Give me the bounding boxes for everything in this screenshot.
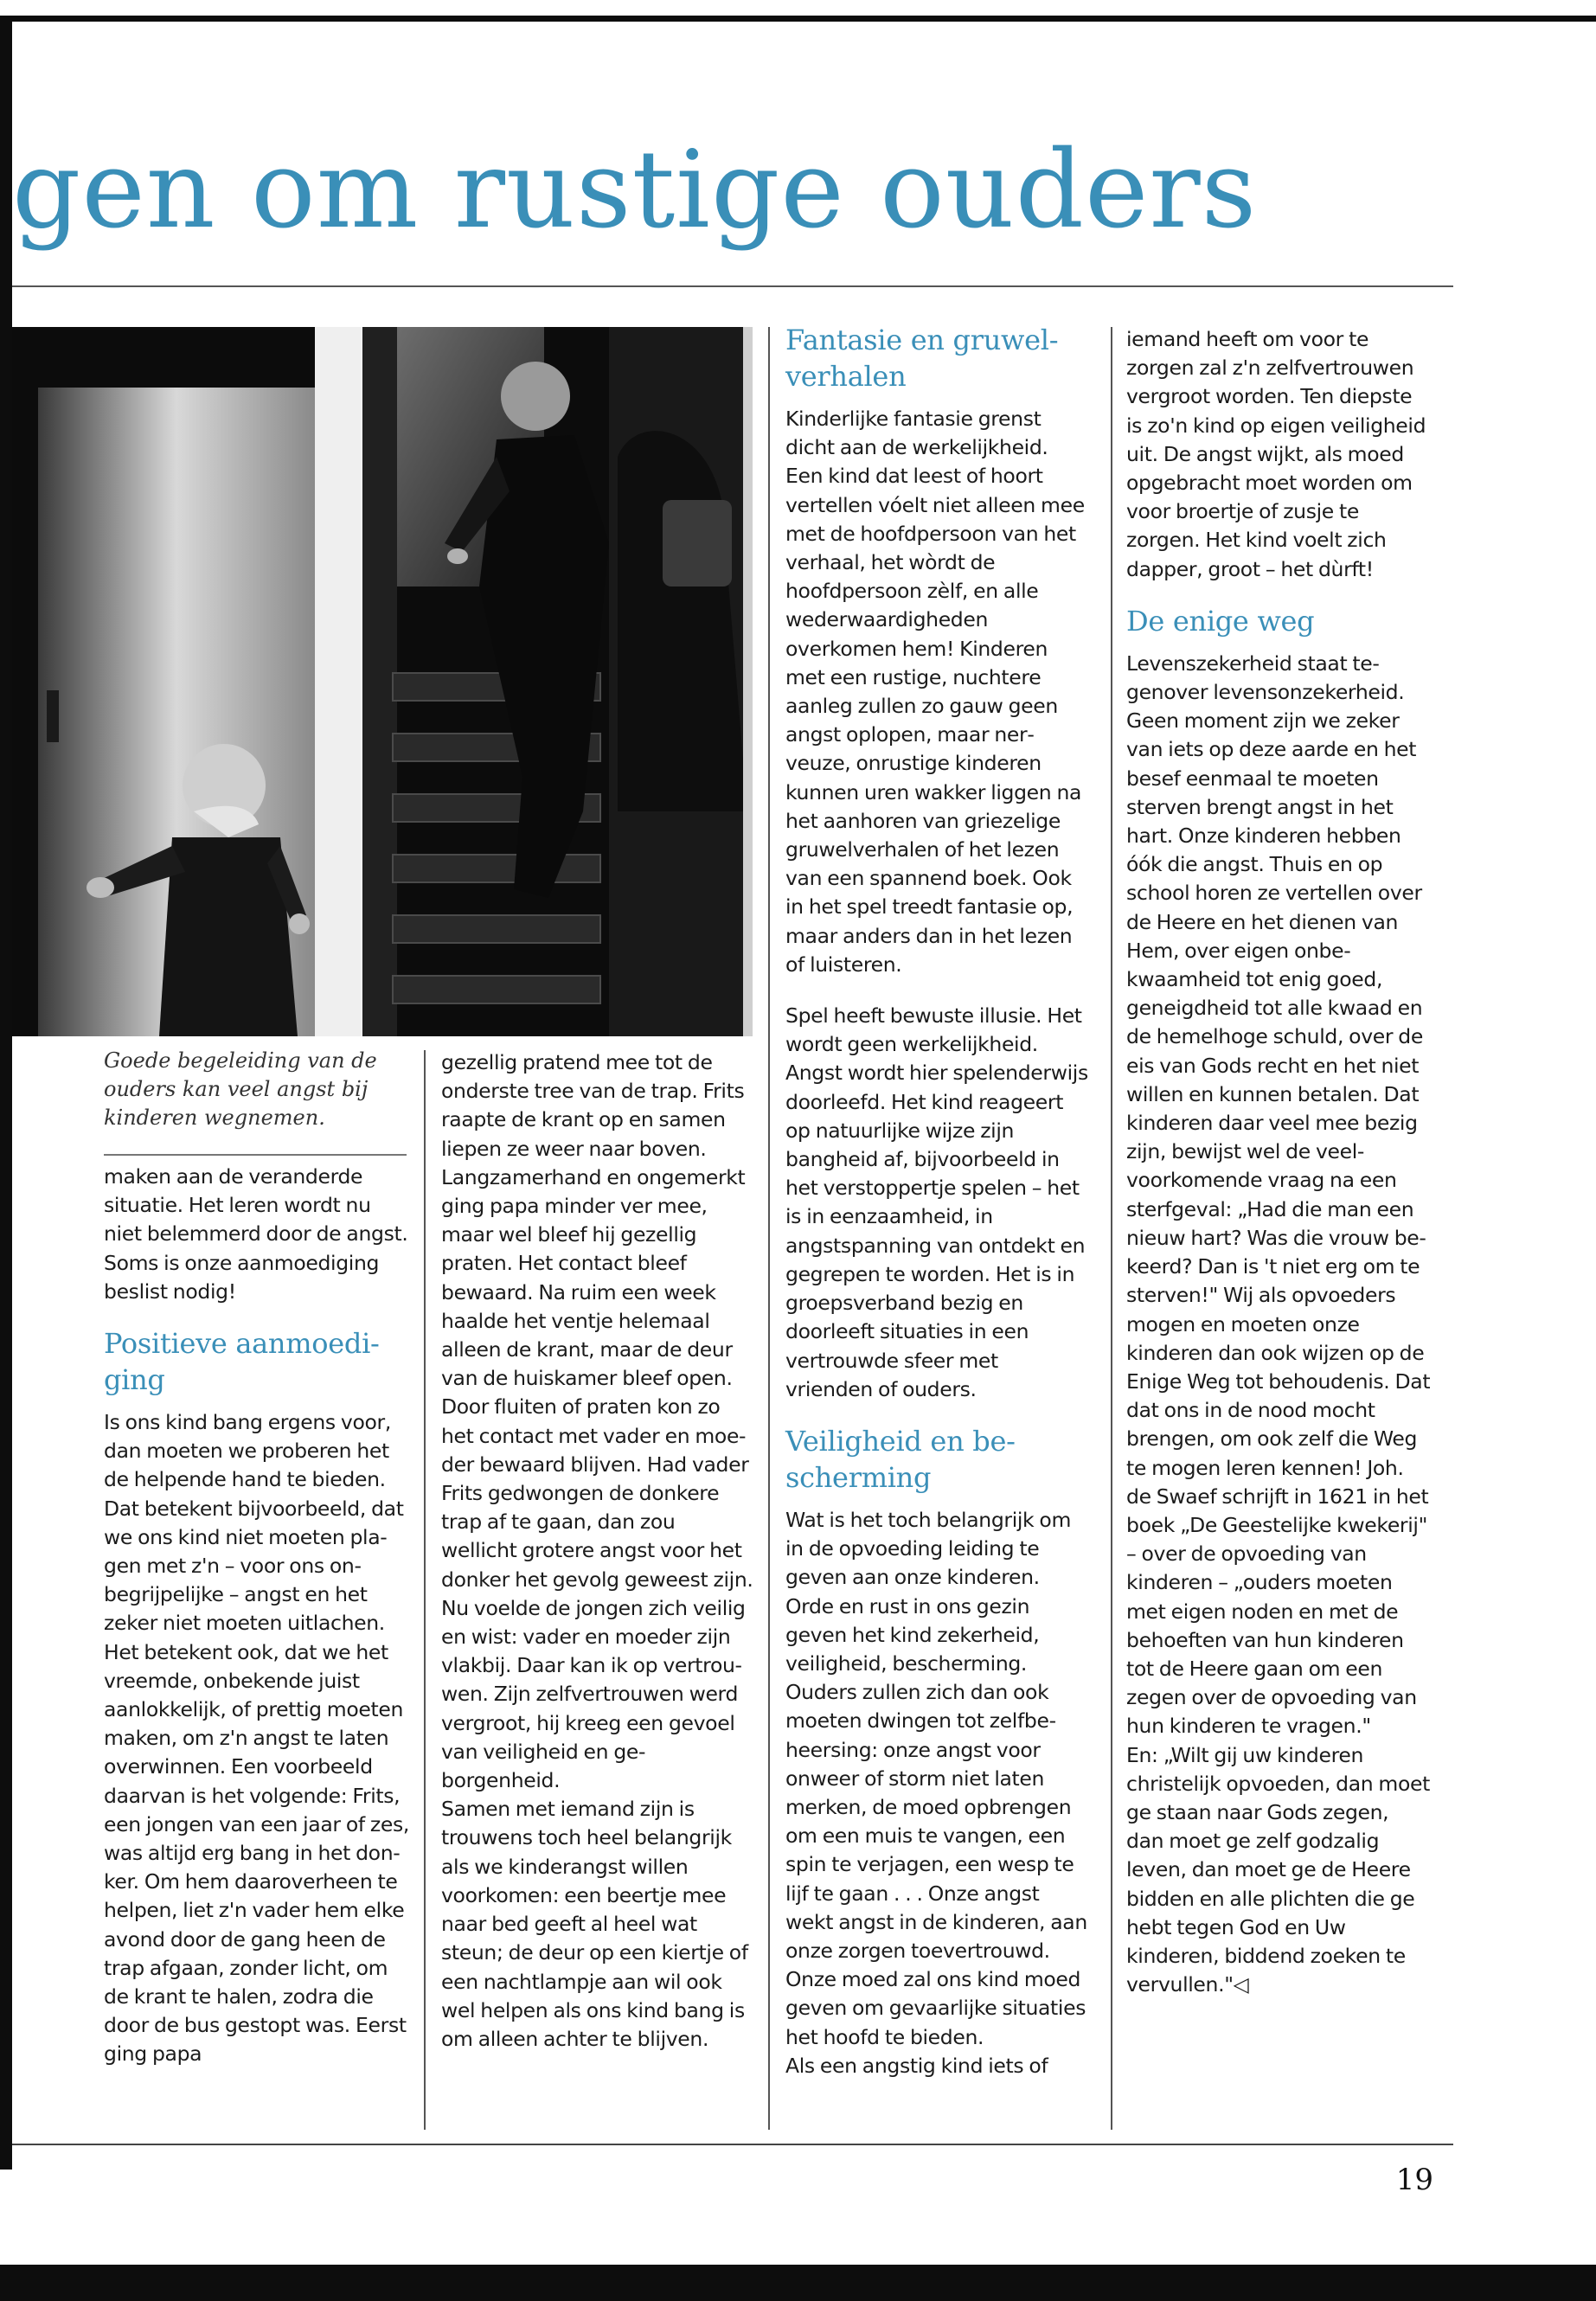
article-column-1 [104,1163,412,2069]
article-headline: gen om rustige ouders [12,128,1258,253]
column3-paragraph-3: Wat is het toch belangrijk om in de opvoeding leiding te geven aan onze kinderen. Orde en rust in ons gezin geven het kind zekerheid, veiligheid, bescherming. Ouders zullen zich dan ook moeten dwingen tot zelfbeheersing: onze angst voor onweer of storm niet laten merken, de moed opbrengen om een muis te vangen, een spin te verjagen, een wesp te lijf te gaan . . . Onze angst wekt angst in de kinderen, aan onze zorgen toevertrouwd. Onze moed zal ons kind moed geven om gevaarlijke situaties het hoofd te bieden. [785,1507,1087,2049]
photo-father-child-staircase [12,327,753,1036]
heading-fantasie-en-gruwelverhalen: Fantasie en gruwelverhalen [785,324,1059,393]
article-column-3 [785,322,1090,2080]
top-rule [12,285,1453,287]
heading-de-enige-weg: De enige weg [1126,604,1315,638]
column2-paragraph-2: Samen met iemand zijn is trouwens toch heel belangrijk als we kinderangst willen voorkomen: een beertje mee naar bed geeft al heel wat steun; de deur op een kiertje of een nachtlampje aan wil ook wel helpen als ons kind bang is om alleen achter te blijven. [441,1797,748,2051]
column-divider-3 [768,327,770,2130]
heading-veiligheid-en-bescherming: Veiligheid en bescherming [785,1424,1016,1494]
column-divider-4 [1111,327,1112,2130]
column3-paragraph-2: Spel heeft bewuste illusie. Het wordt geen werkelijkheid. Angst wordt hier spelenderwijs doorleefd. Het kind reageert op natuurlijke wijze zijn bangheid af, bijvoorbeeld in het verstoppertje spelen – het is in eenzaamheid, in angstspanning van ontdekt en gegrepen te worden. Het is in groepsverband bezig en doorleeft situaties in een vertrouwde sfeer met vrienden of ouders. [785,1003,1088,1401]
heading-positieve-aanmoediging: Positieve aanmoediging [104,1327,380,1397]
bottom-rule [12,2144,1453,2145]
column2-paragraph-1: gezellig pratend mee tot de onderste tree van de trap. Frits raapte de krant op en samen liepen ze weer naar boven. Langzamerhand en ongemerkt ging papa minder ver mee, maar wel bleef hij gezellig praten. Het contact bleef bewaard. Na ruim een week haalde het ventje helemaal alleen de krant, maar de deur van de huiskamer bleef open. Door fluiten of praten kon zo het contact met vader en moeder bewaard blijven. Had vader Frits gedwongen de donkere trap af te gaan, dan zou wellicht grotere angst voor het donker het gevolg geweest zijn. Nu voelde de jongen zich veilig en wist: vader en moeder zijn vlakbij. Daar kan ik op vertrouwen. Zijn zelfvertrouwen werd vergroot, hij kreeg een gevoel van veiligheid en geborgenheid. [441,1050,753,1793]
column4-paragraph-1: iemand heeft om voor te zorgen zal z'n zelfvertrouwen vergroot worden. Ten diepste is zo'n kind op eigen veiligheid uit. De angst wijkt, als moed opgebracht moet worden om voor broertje of zusje te zorgen. Het kind voelt zich dapper, groot – het dùrft! [1126,327,1426,581]
article-column-4 [1126,325,1431,1999]
column1-intro: maken aan de veranderde situatie. Het leren wordt nu niet belemmerd door de angst. Soms is onze aanmoediging beslist nodig! [104,1164,408,1304]
column4-paragraph-2: Levenszekerheid staat tegenover levensonzekerheid. Geen moment zijn we zeker van iets op deze aarde en het besef eenmaal te moeten sterven brengt angst in het hart. Onze kinderen hebben óók die angst. Thuis en op school horen ze vertellen over de Heere en het dienen van Hem, over eigen onbekwaamheid tot enig goed, geneigdheid tot alle kwaad en de hemelhoge schuld, over de eis van Gods recht en het niet willen en kunnen betalen. Dat kinderen daar veel mee bezig zijn, bewijst wel de veel-voorkomende vraag na een sterfgeval: „Had die man een nieuw hart? Was die vrouw bekeerd? Dan is 't niet erg om te sterven!" Wij als opvoeders mogen en moeten onze kinderen dan ook wijzen op de Enige Weg tot behoudenis. Dat dat ons in de nood mocht brengen, om ook zelf die Weg te mogen leren kennen! Joh. de Swaef schrijft in 1621 in het boek „De Geestelijke kwekerij" – over de opvoeding van kinderen – „ouders moeten met eigen noden en met de behoeften van hun kinderen tot de Heere gaan om een zegen over de opvoeding van hun kinderen te vragen." [1126,651,1431,1739]
caption-rule [104,1154,407,1156]
page-number: 19 [1395,2163,1433,2197]
column3-paragraph-1: Kinderlijke fantasie grenst dicht aan de werkelijkheid. Een kind dat leest of hoort vertellen vóelt niet alleen mee met de hoofdpersoon van het verhaal, het wòrdt de hoofdpersoon zèlf, en alle wederwaardigheden overkomen hem! Kinderen met een rustige, nuchtere aanleg zullen zo gauw geen angst oplopen, maar nerveuze, onrustige kinderen kunnen uren wakker liggen na het aanhoren van griezelige gruwelverhalen of het lezen van een spannend boek. Ook in het spel treedt fantasie op, maar anders dan in het lezen of luisteren. [785,407,1085,977]
column4-paragraph-3: En: „Wilt gij uw kinderen christelijk opvoeden, dan moet ge staan naar Gods zegen, dan moet ge zelf godzalig leven, dan moet ge de Heere bidden en alle plichten die ge hebt tegen God en Uw kinderen, biddend zoeken te vervullen."◁ [1126,1742,1430,1997]
article-column-2 [441,1048,754,2054]
column-divider-2 [424,1050,426,2130]
article-photo [12,327,753,1036]
left-frame-bar [0,16,12,2170]
photo-caption: Goede begeleiding van de ouders kan veel angst bij kinderen wegnemen. [104,1048,377,1130]
column3-paragraph-4: Als een angstig kind iets of [785,2053,1048,2078]
top-frame-bar [0,16,1596,22]
column1-body: Is ons kind bang ergens voor, dan moeten we proberen het de helpende hand te bieden. Dat betekent bijvoorbeeld, dat we ons kind niet moeten plagen met z'n – voor ons onbegrijpelijke – angst en het zeker niet moeten uitlachen. Het betekent ook, dat we het vreemde, onbekende juist aanlokkelijk, of prettig moeten maken, om z'n angst te laten overwinnen. Een voorbeeld daarvan is het volgende: Frits, een jongen van een jaar of zes, was altijd erg bang in het donker. Om hem daaroverheen te helpen, liet z'n vader hem elke avond door de gang heen de trap afgaan, zonder licht, om de krant te halen, zodra die door de bus gestopt was. Eerst ging papa [104,1410,410,2067]
bottom-frame-bar [0,2265,1596,2301]
